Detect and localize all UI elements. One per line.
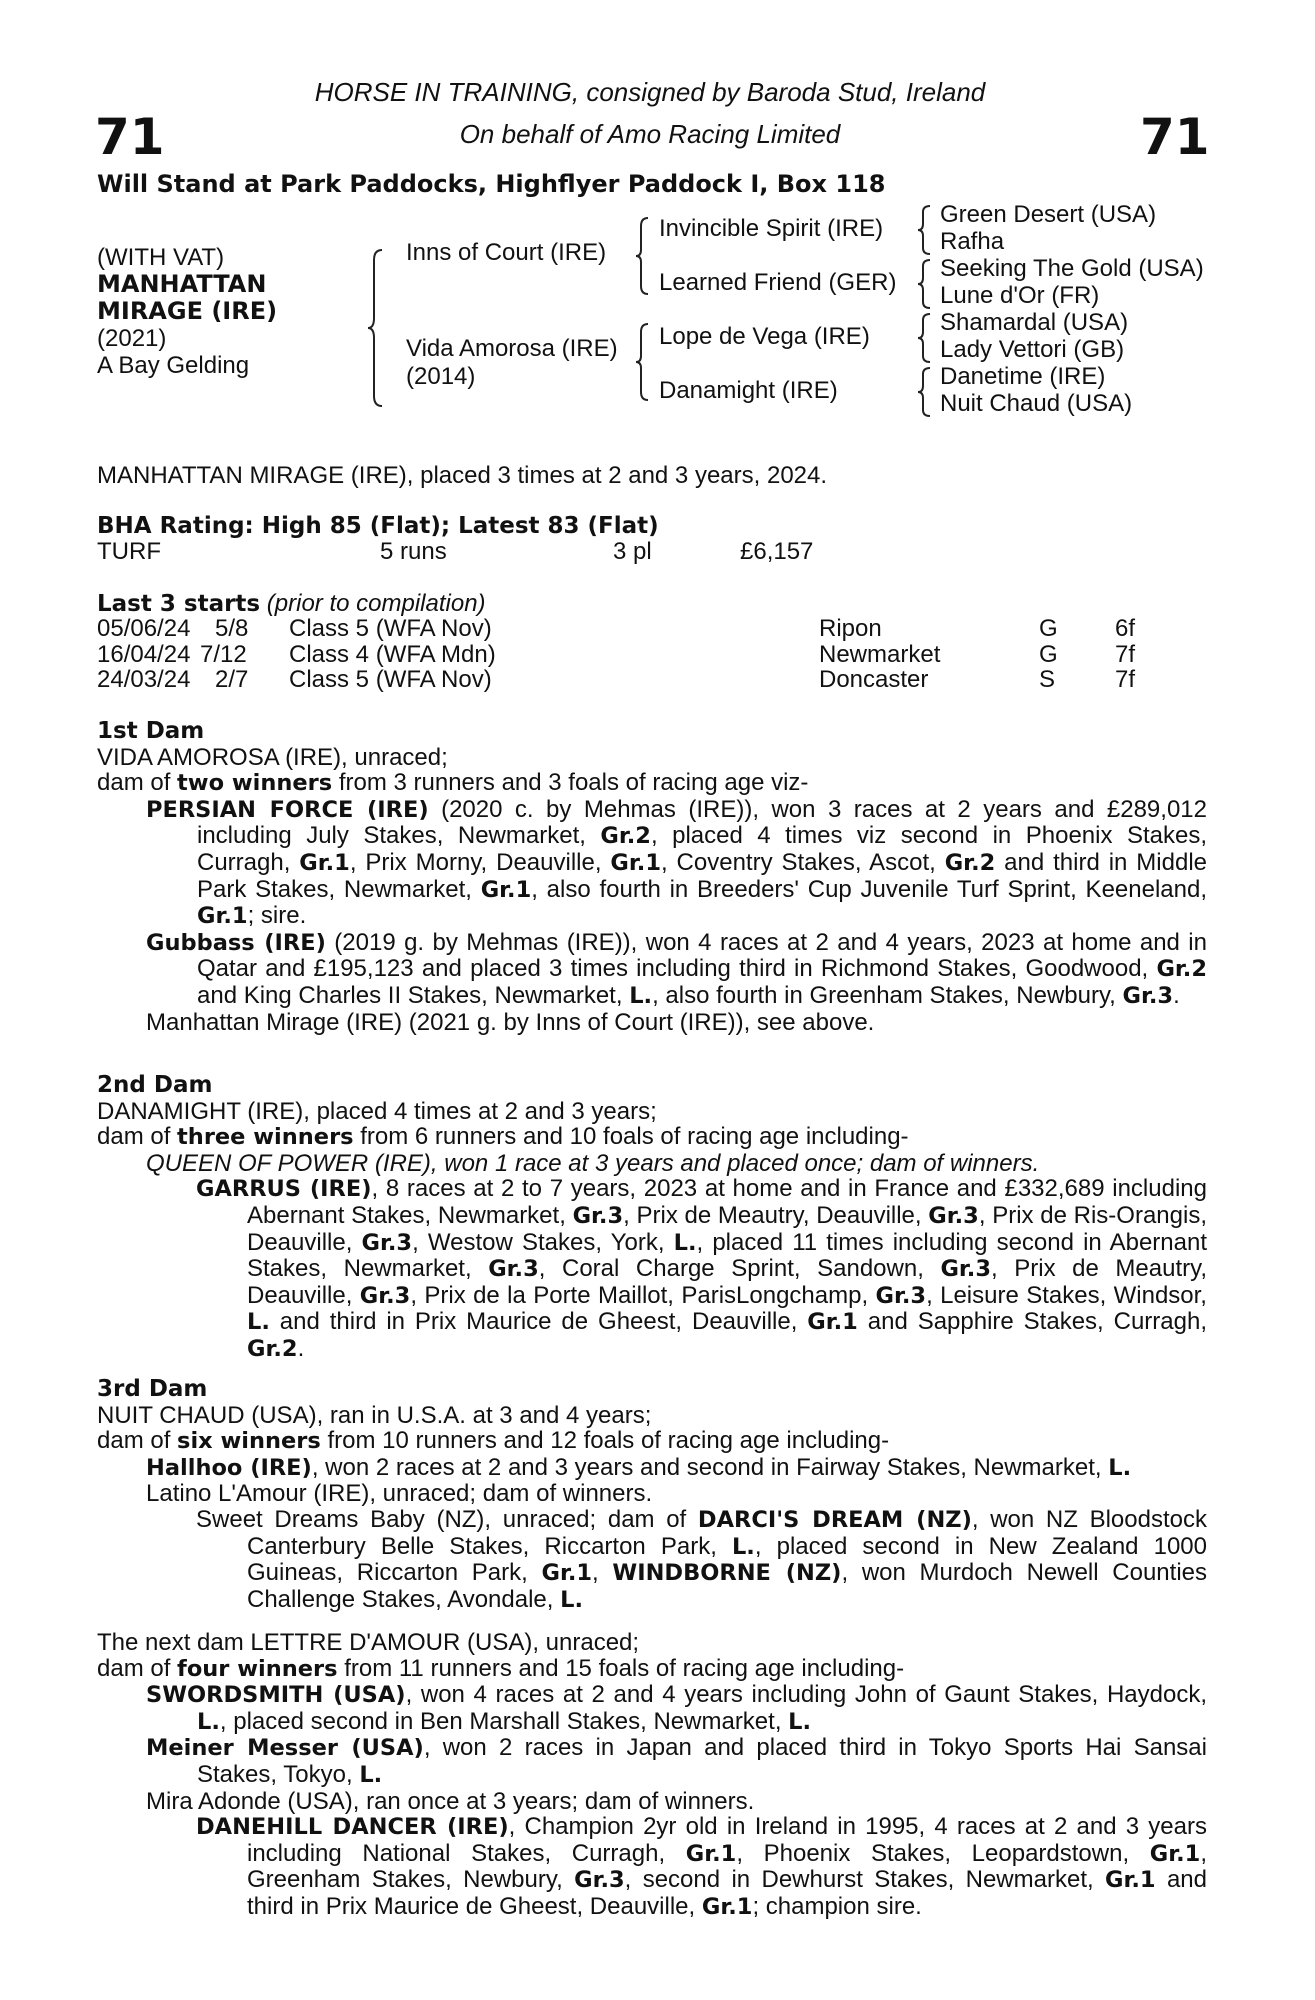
pedigree-brace-sd [918, 258, 934, 310]
pedigree-ssd: Rafha [940, 228, 1005, 255]
pedigree-brace-ss [918, 204, 934, 256]
grade: Gr.2 [1156, 956, 1207, 983]
grade: Gr.3 [940, 1256, 992, 1283]
last-starts-note: (prior to compilation) [266, 590, 486, 617]
pedigree-dam-dam: Danamight (IRE) [659, 377, 838, 404]
grade: L. [197, 1708, 220, 1735]
produce-garrus [97, 1176, 1207, 1362]
grade: Gr.1 [480, 876, 532, 903]
text: , won 2 races in Japan and placed third in Tokyo Sports Hai Sansai Stakes, Tokyo, [197, 1734, 1207, 1788]
text: , Greenham Stakes, Newbury, [247, 1839, 1207, 1894]
grade: Gr.1 [541, 1560, 593, 1587]
horse-name: GARRUS (IRE) [196, 1176, 372, 1203]
horse-name: SWORDSMITH (USA) [146, 1682, 406, 1709]
turf-record-placed: 3 pl [613, 538, 652, 565]
grade: L. [1108, 1454, 1132, 1481]
produce-mira-adonde: Mira Adonde (USA), ran once at 3 years; dam of winners. [146, 1787, 755, 1815]
produce-hallhoo [97, 1455, 1207, 1482]
produce-danehill-dancer [97, 1814, 1207, 1920]
horse-name: DARCI'S DREAM (NZ) [697, 1506, 972, 1533]
text: , Champion 2yr old in Ireland in 1995, 4 races at 2 and 3 years including National Stakes, Curragh, [247, 1813, 1207, 1867]
start-position: 7/12 [200, 640, 247, 668]
grade: Gr.3 [488, 1256, 539, 1283]
stand-location: Will Stand at Park Paddocks, Highflyer Paddock I, Box 118 [97, 170, 886, 198]
grade: L. [629, 982, 653, 1009]
first-dam-heading: 1st Dam [97, 718, 205, 744]
turf-record-surface: TURF [97, 538, 161, 565]
pedigree-chart [0, 0, 1315, 420]
bha-rating: BHA Rating: High 85 (Flat); Latest 83 (Flat) [97, 513, 659, 539]
pedigree-dsd: Lady Vettori (GB) [940, 336, 1125, 363]
vat-label: (WITH VAT) [97, 244, 225, 271]
grade: Gr.1 [299, 849, 350, 876]
start-race: Class 5 (WFA Nov) [289, 615, 492, 642]
start-distance: 6f [1115, 615, 1136, 642]
text: , [592, 1559, 613, 1587]
grade: Gr.2 [944, 849, 996, 876]
lot-number-right: 71 [1140, 108, 1210, 166]
text: , won Murdoch Newell Counties Challenge Stakes, Avondale, [247, 1559, 1207, 1613]
grade: L. [731, 1533, 755, 1560]
grade: Gr.1 [1105, 1867, 1156, 1894]
horse-name: DANEHILL DANCER (IRE) [196, 1814, 509, 1841]
last-starts-table [97, 616, 1197, 693]
turf-record-earnings: £6,157 [740, 538, 814, 565]
grade: L. [359, 1761, 383, 1788]
start-race: Class 5 (WFA Nov) [289, 666, 492, 694]
text: (2020 c. by Mehmas (IRE)), won 3 races at 2 years and £289,012 including July Stakes, Newmarket, [197, 795, 1207, 850]
text: dam of [97, 1427, 178, 1455]
lot-number-left: 71 [95, 108, 165, 166]
pedigree-sire-sire: Invincible Spirit (IRE) [659, 215, 884, 242]
performance-summary: MANHATTAN MIRAGE (IRE), placed 3 times at 2 and 3 years, 2024. [97, 462, 828, 489]
grade: Gr.3 [572, 1202, 624, 1229]
grade: Gr.2 [600, 823, 651, 850]
text: , Prix de la Porte Maillot, ParisLongchamp, [410, 1281, 876, 1309]
last-starts-heading [97, 591, 486, 618]
text: , Prix de Meautry, Deauville, [247, 1255, 1207, 1309]
start-date: 16/04/24 [97, 640, 191, 668]
winners-count: three winners [177, 1124, 354, 1151]
third-dam-line: NUIT CHAUD (USA), ran in U.S.A. at 3 and 4 years; [97, 1401, 652, 1429]
pedigree-brace-dd [918, 366, 934, 418]
next-dam-produce-line [97, 1656, 1207, 1683]
text: (2019 g. by Mehmas (IRE)), won 4 races at 2 and 4 years, 2023 at home and in Qatar and £195,123 and placed 3 times including third in Richmond Stakes, Goodwood, [197, 928, 1207, 983]
horse-name: WINDBORNE (NZ) [612, 1560, 842, 1587]
text: from 11 runners and 15 foals of racing age including- [337, 1654, 905, 1682]
horse-year: (2021) [97, 325, 167, 352]
third-dam-section [97, 1377, 1207, 1613]
grade: L. [788, 1708, 812, 1735]
start-going: S [1039, 666, 1056, 694]
grade: Gr.3 [875, 1282, 927, 1309]
text: , Prix de Ris-Orangis, Deauville, [247, 1201, 1207, 1256]
horse-name-line1: MANHATTAN [97, 270, 267, 298]
second-dam-section [97, 1073, 1207, 1363]
grade: Gr.1 [685, 1840, 737, 1867]
pedigree-ddd: Nuit Chaud (USA) [940, 390, 1133, 417]
text: , Coral Charge Sprint, Sandown, [538, 1255, 941, 1283]
produce-sweet-dreams-baby [97, 1507, 1207, 1613]
text: ; champion sire. [752, 1892, 922, 1920]
pedigree-brace-dam [636, 322, 652, 402]
text: , Phoenix Stakes, Leopardstown, [736, 1839, 1150, 1867]
start-date: 24/03/24 [97, 666, 191, 694]
text: from 6 runners and 10 foals of racing age including- [353, 1123, 909, 1151]
grade: Gr.3 [361, 1229, 413, 1256]
grade: Gr.3 [928, 1202, 979, 1229]
text: , placed 11 times including second in Abernant Stakes, Newmarket, [247, 1228, 1208, 1283]
text: . [297, 1334, 305, 1362]
text: and third in Prix Maurice de Gheest, Deauville, [247, 1866, 1207, 1920]
start-row [97, 616, 1197, 642]
start-position: 5/8 [215, 615, 249, 642]
produce-meiner-messer [97, 1735, 1207, 1788]
grade: Gr.1 [197, 903, 248, 930]
behalf-line: On behalf of Amo Racing Limited [459, 119, 841, 149]
next-dam-section [97, 1630, 1207, 1921]
start-course: Ripon [819, 615, 882, 642]
text: , Westow Stakes, York, [412, 1228, 674, 1256]
start-row [97, 667, 1197, 693]
text: and King Charles II Stakes, Newmarket, [197, 981, 630, 1009]
produce-latino-lamour: Latino L'Amour (IRE), unraced; dam of winners. [146, 1480, 653, 1508]
text: , second in Dewhurst Stakes, Newmarket, [624, 1866, 1106, 1894]
pedigree-dam-sire: Lope de Vega (IRE) [659, 323, 870, 350]
second-dam-heading: 2nd Dam [97, 1072, 213, 1098]
text: and Sapphire Stakes, Curragh, [857, 1308, 1207, 1336]
pedigree-brace-main [368, 248, 388, 408]
start-course: Newmarket [819, 640, 941, 668]
horse-name: Meiner Messer (USA) [146, 1735, 424, 1762]
turf-record-runs: 5 runs [380, 538, 447, 565]
horse-name: Gubbass (IRE) [146, 929, 326, 956]
first-dam-produce-line [97, 770, 1207, 797]
text: from 10 runners and 12 foals of racing age including- [320, 1427, 890, 1455]
pedigree-brace-ds [918, 312, 934, 364]
text: , placed second in New Zealand 1000 Guineas, Riccarton Park, [247, 1532, 1207, 1587]
produce-persian-force [97, 797, 1207, 930]
text: from 3 runners and 3 foals of racing age viz- [332, 769, 809, 797]
start-race: Class 4 (WFA Mdn) [289, 640, 496, 668]
grade: Gr.1 [1149, 1840, 1201, 1867]
second-dam-produce-line [97, 1124, 1207, 1151]
text: , also fourth in Breeders' Cup Juvenile Turf Sprint, Keeneland, [531, 875, 1207, 903]
start-distance: 7f [1115, 666, 1136, 694]
pedigree-sss: Green Desert (USA) [940, 201, 1157, 228]
grade: Gr.3 [359, 1282, 411, 1309]
start-distance: 7f [1115, 640, 1136, 668]
pedigree-dam: Vida Amorosa (IRE) [406, 335, 618, 362]
second-dam-line: DANAMIGHT (IRE), placed 4 times at 2 and 3 years; [97, 1097, 657, 1125]
horse-name: PERSIAN FORCE (IRE) [146, 796, 429, 823]
text: , Prix Morny, Deauville, [349, 848, 611, 876]
produce-queen-of-power: QUEEN OF POWER (IRE), won 1 race at 3 years and placed once; dam of winners. [146, 1149, 1040, 1177]
winners-count: two winners [177, 770, 333, 797]
text: , won 2 races at 2 and 3 years and second in Fairway Stakes, Newmarket, [311, 1453, 1109, 1481]
grade: Gr.2 [247, 1335, 298, 1362]
horse-name: Hallhoo (IRE) [146, 1454, 312, 1481]
text: Sweet Dreams Baby (NZ), unraced; dam of [196, 1505, 698, 1533]
grade: Gr.1 [701, 1893, 753, 1920]
text: dam of [97, 1123, 178, 1151]
start-going: G [1039, 640, 1058, 668]
pedigree-sire-dam: Learned Friend (GER) [659, 269, 897, 296]
text: , Coventry Stakes, Ascot, [660, 848, 945, 876]
grade: Gr.3 [574, 1867, 625, 1894]
text: , Prix de Meautry, Deauville, [623, 1201, 929, 1229]
winners-count: four winners [177, 1655, 338, 1682]
text: , 8 races at 2 to 7 years, 2023 at home and in France and £332,689 including Abernant Stakes, Newmarket, [247, 1175, 1207, 1229]
text: and third in Prix Maurice de Gheest, Deauville, [269, 1308, 808, 1336]
next-dam-line: The next dam LETTRE D'AMOUR (USA), unraced; [97, 1629, 640, 1656]
winners-count: six winners [177, 1428, 321, 1455]
grade: L. [673, 1229, 697, 1256]
pedigree-dss: Shamardal (USA) [940, 309, 1129, 336]
last-starts-title: Last 3 starts [97, 591, 261, 617]
grade: Gr.1 [610, 849, 661, 876]
text: , won NZ Bloodstock Canterbury Belle Stakes, Riccarton Park, [247, 1505, 1207, 1560]
produce-gubbass [97, 930, 1207, 1010]
produce-manhattan-mirage: Manhattan Mirage (IRE) (2021 g. by Inns of Court (IRE)), see above. [146, 1008, 875, 1036]
text: and third in Middle Park Stakes, Newmarket, [197, 848, 1208, 903]
pedigree-brace-sire [636, 216, 652, 296]
text: , also fourth in Greenham Stakes, Newbury, [652, 981, 1123, 1009]
text: . [1173, 981, 1180, 1009]
first-dam-section [97, 719, 1207, 1035]
consignor-line: HORSE IN TRAINING, consigned by Baroda Stud, Ireland [314, 77, 986, 107]
start-row [97, 642, 1197, 668]
first-dam-line: VIDA AMOROSA (IRE), unraced; [97, 743, 448, 771]
text: ; sire. [247, 902, 307, 930]
third-dam-produce-line [97, 1428, 1207, 1455]
grade: Gr.3 [1122, 982, 1174, 1009]
pedigree-dam-year: (2014) [406, 363, 476, 390]
pedigree-sire: Inns of Court (IRE) [406, 239, 607, 266]
text: dam of [97, 769, 178, 797]
horse-description: A Bay Gelding [97, 352, 250, 379]
start-position: 2/7 [215, 666, 249, 694]
grade: L. [560, 1586, 584, 1613]
grade: L. [247, 1309, 270, 1336]
third-dam-heading: 3rd Dam [97, 1376, 208, 1402]
produce-swordsmith [97, 1682, 1207, 1735]
pedigree-sds: Seeking The Gold (USA) [940, 255, 1204, 282]
start-going: G [1039, 615, 1058, 642]
text: dam of [97, 1654, 178, 1682]
start-course: Doncaster [819, 666, 929, 694]
grade: Gr.1 [807, 1309, 858, 1336]
pedigree-sdd: Lune d'Or (FR) [940, 282, 1100, 309]
pedigree-dds: Danetime (IRE) [940, 363, 1106, 390]
text: , Leisure Stakes, Windsor, [926, 1281, 1207, 1309]
horse-name-line2: MIRAGE (IRE) [97, 297, 278, 325]
text: , placed second in Ben Marshall Stakes, Newmarket, [219, 1707, 789, 1735]
text: , won 4 races at 2 and 4 years including John of Gaunt Stakes, Haydock, [405, 1681, 1207, 1709]
start-date: 05/06/24 [97, 615, 191, 642]
text: , placed 4 times viz second in Phoenix Stakes, Curragh, [197, 822, 1208, 876]
